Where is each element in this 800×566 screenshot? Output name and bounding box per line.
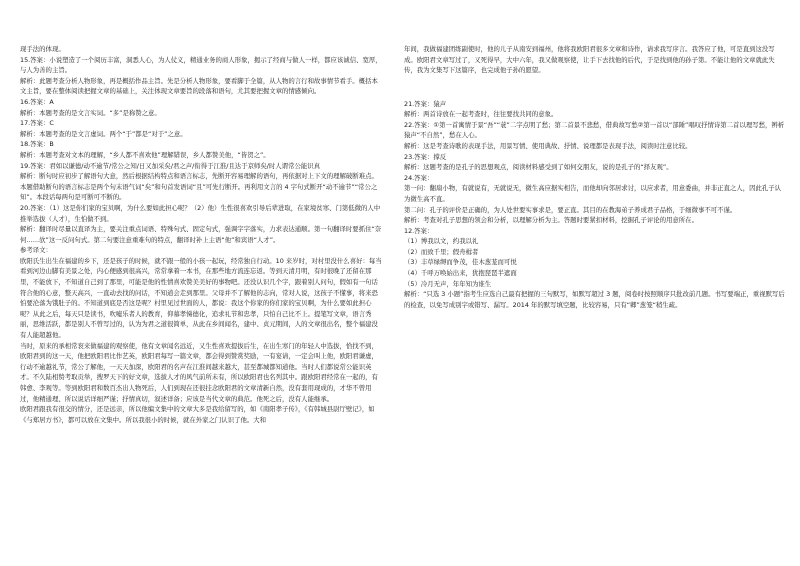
left-paragraph: 16.答案：A	[20, 97, 54, 106]
right-paragraph: （1）博我以文，约我以礼	[404, 237, 479, 246]
left-column	[20, 44, 382, 559]
left-paragraph: 解析：翻译时尽量以直译为主，要关注重点词语、特殊句式、固定句式，强调字字落实，力求表达通顺。第一句翻译时要抓住“奈何……欤”这一反问句式。第二句要注意重难句的特点，翻译时补上主语“他”和宾语“人才”。	[20, 225, 382, 244]
right-paragraph: 12.答案：	[404, 226, 434, 235]
paragraph-gap	[404, 82, 786, 92]
right-paragraph: （4）千呼万唤始出来，犹抱琵琶半遮面	[404, 269, 517, 278]
left-paragraph: 18.答案：B	[20, 140, 54, 149]
right-paragraph: 21.答案：猿声	[404, 99, 447, 108]
right-paragraph: 第一问：翻扇小物，有就说有，无就说无，微生高应据实相告，而他却向邻居求讨，以应求者，用意委曲，并非正直之人，因此孔子认为微生高不直。	[404, 184, 782, 203]
left-paragraph: 20.答案：（1）这是你们家的宝贝啊，为什么要如此担心呢？（2）他）生性很喜欢引导后辈进取，在家境贫寒、门第低微的人中推举选拔（人才），生怕做不到。	[20, 203, 381, 223]
left-paragraph: 解析：本题考查的是文言虚词。两个“于”都是“对于”之意。	[20, 129, 187, 138]
right-paragraph: （5）冷月无声，年年知为谁生	[404, 279, 492, 288]
right-paragraph: 第二问：孔子的评价是正确的，为人处世要实事求是，要正直。其目的在教海弟子养成君子品格，于细微事不可不谨。	[404, 205, 737, 214]
right-paragraph: 解析：这是考查诗歌的表现手法，用景写情、使用典故、抒情、说理都是表现手法，阅读时注意比较。	[404, 141, 692, 150]
left-paragraph: 19.答案：君如以谦德/动不逾节/常公之知/日又加采矣/君之声/衔得于江淮/且达于京师矣/时人谓常公能识真	[20, 161, 321, 170]
right-paragraph: （3）丰草绿缛而争茂，佳木葱茏而可悦	[404, 258, 517, 267]
right-paragraph: 解析：考查对孔子思想的领会和分析，以理解分析为主。答题时要紧扣材料，挖掘孔子评论的用意所在。	[404, 216, 698, 225]
right-paragraph: 22.答案：①第一首寓情于景“吾”“蓑”二字点明了愁；第二首景不悲愁，借典故写愁②第一首以“部陲”唱叹抒情诗第二首以理写愁，辨析猿声“不自然”，愁在人心。	[404, 120, 785, 140]
right-paragraph: 解析：两首诗放在一起考查时，往往要找共同的意象。	[404, 110, 558, 119]
right-paragraph: （2）而致千里；假舟楫者	[404, 247, 479, 256]
left-paragraph: 当时，原来的承相常衮来做福建的观察使，他有文章闻名远近，又生性喜欢提拔后生，在出生寒门的年轻人中选拔，恰找不到，欧阳君到的这一天，他把欧阳君比作艺英，欧阳君每写一篇文章，都会得到赞赏奖励，一有宴请，一定会叫上他，欧阳君谦虚，行动不逾越礼节，常公了解他，一天天加深，欧阳君的名声在江淮间越来越大，甚至都城都知道他。当时人们都说常公能识英才。不久陆相贽考取贡举，搜罗天下的好文章，选拔人才的风气前所未有，所以欧阳君也名列其中。跟欧阳君经常在一起的，有韩愈、李观等。等到欧阳君和数百杰出人物死后，人们到现在还很挂念欧阳君的文章清新自然，没有套用现成的，才华不曾用过，他精通理、所以说话详细严谨；抒情真切，叙述详备；应该是当代文章的典范。他死之后，没有人能继承。	[20, 341, 378, 403]
left-paragraph: 15.答案：小说塑造了一个阅历丰富，洞悉人心，为人仗义，精通业务的商人形象，揭示了经商与做人一样，都应该诚信、宽厚，与人为善的主旨。	[20, 55, 382, 75]
right-paragraph: 23.答案：撑反	[404, 152, 447, 161]
right-paragraph: 解析：这题考查的是孔子的思想观点，阅读材料感受到了如何交朋友，说的是孔子的“择友观”。	[404, 163, 673, 172]
right-column	[404, 44, 786, 559]
left-paragraph: 现手法的体现。	[20, 45, 65, 53]
left-paragraph: 欧阳氏生出生在福建的乡下，还是孩子的时候，就不跟一般的小孩一起玩，经常独自行动。10 来岁时，对村里没什么喜好：每当看到河边山脚有美景之处，内心便感到很高兴，常常拿着一本书，在那些地方流连忘返。等到天清月明，有时很晚了还留在那里，不能放下，不知道自己到了那里，可能是他的性情喜欢赞美美好的事物吧。还没认识几个字，跟着别人问句，假如有一句话符合他的心意，整天高兴，一直动去找的问话，不知道会走到那里。父母并不了解他的志向，常对人说，这孩子不懂事，将来恐怕要沦落为饿肚子的。不知道到底是否这是呢？村里见过世面的人，都说：我这个你家的你们家的宝贝啊，为什么要如此担心呢？从此之后，每天只是读书，吹嘘乐者人的教育，仰慕孝悌德化，追求礼节和忠孝，只怕自己比不上。提笔写文章，语言秀丽，思维活跃，都是别人不曾写过的，认为为君之道很简单，从此在乡间闻名，建中、贞元期间，人的文章很出名，整个福建没有人能超越他。	[20, 256, 382, 340]
left-paragraph: 17.答案：C	[20, 119, 54, 128]
left-paragraph: 欧阳君跟我有很交的情分，还是远亲，所以他编文集中的文章大多是我给留写的，如《南阳孝子传》，《有韩城县尉厅壁记》，如《与郑居方书》，都可以放在文集中。所以我很小的时候，就在外家之门认识了他。大和	[20, 405, 375, 424]
right-paragraph: 24.答案：	[404, 173, 434, 182]
left-paragraph: 解析：断句时应初步了解语句大意，然后根据结构特点和语言标志，先断开容易理解的语句，再依据对上下文的理解破断难点。本题借助断句的语言标志是两个句末语气词“矣”和句首发语词“且”可先行断开。再利用文言的 4 字句式断开“动不逾节”“常公之知”。本段话每两句是可断可不断的。	[20, 172, 378, 202]
left-paragraph: 解析：本题考查对文本的理解，“乡人都不喜欢他”理解错误，乡人都赞美他，“皆贺之”。	[20, 150, 270, 159]
left-paragraph: 参考译文：	[20, 246, 52, 255]
left-paragraph: 解析：本题考查的是文言实词。“多”是称赞之意。	[20, 108, 161, 117]
right-paragraph: 解析：“只选 3 小题”指考生应选自己最有把握的三句默写，如默写超过 3 题，阅卷时按照顺序只批改前几题。书写要端正，重视默写后的检查，以免写成别字或错写、漏写。2014 年的默写填空题，比较容易，只有“卿”葱笼“稍生疏。	[404, 290, 785, 309]
right-paragraph: 年间，我做福建团练副使时，他的儿子从南安到福州，他将我欧阳君很多文章和诗作，请求我写序言。我答应了他，可是直到这没写成。欧阳君文章写过了，又死得早，大中六年，我又做观察使，让手下去找他的后代，于是找到他的孙子第。不能让他的文章就此失传，我为文集写下这篇序，也完成他子孙的愿望。	[404, 45, 775, 75]
left-paragraph: 解析：此题考查分析人物形象，再是概括作品主旨。先是分析人物形象，要看脚于全篇，从人物的言行和故事情节看手。概括本文主旨，要在整体阅读把握文章的基础上，关注体现文章要旨的段落和语句，尤其要把握文章的情感倾向。	[20, 76, 378, 96]
